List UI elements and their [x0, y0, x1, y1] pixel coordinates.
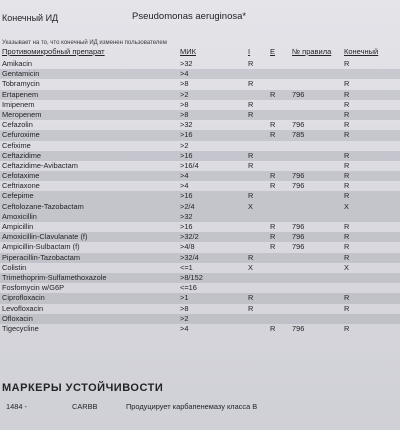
mic-value: <=16 — [180, 283, 197, 293]
final-result: R — [344, 120, 350, 130]
final-result: R — [344, 99, 350, 109]
final-result: R — [344, 89, 350, 99]
interpretation-e: R — [270, 120, 276, 130]
table-row — [0, 90, 400, 100]
rule-number: 796 — [292, 242, 305, 252]
rule-number: 796 — [292, 323, 305, 333]
drug-name: Ofloxacin — [2, 313, 33, 323]
table-row — [0, 161, 400, 171]
mic-value: >32 — [180, 120, 193, 130]
table-row — [0, 304, 400, 314]
final-result: R — [344, 323, 350, 333]
table-row — [0, 293, 400, 303]
table-row — [0, 314, 400, 324]
drug-name: Ceftazidime — [2, 150, 42, 160]
interpretation-i: X — [248, 262, 253, 272]
table-row — [0, 69, 400, 79]
mic-value: <=1 — [180, 262, 193, 272]
mic-value: >16 — [180, 130, 193, 140]
mic-value: >8 — [180, 109, 189, 119]
markers-title: МАРКЕРЫ УСТОЙЧИВОСТИ — [2, 382, 164, 394]
drug-name: Cefixime — [2, 140, 31, 150]
mic-value: >32 — [180, 211, 193, 221]
table-row — [0, 283, 400, 293]
table-row — [0, 253, 400, 263]
table-row — [0, 232, 400, 242]
table-row — [0, 59, 400, 69]
final-result: R — [344, 79, 350, 89]
user-changed-note: Указывает на то, что конечный ИД изменен пользователем — [2, 40, 167, 46]
table-row — [0, 324, 400, 334]
table-header — [0, 47, 400, 59]
interpretation-i: R — [248, 293, 254, 303]
table-row — [0, 263, 400, 273]
final-result: R — [344, 191, 350, 201]
mic-value: >4/8 — [180, 242, 195, 252]
table-row — [0, 181, 400, 191]
drug-name: Gentamicin — [2, 69, 40, 79]
final-result: R — [344, 59, 350, 68]
table-row — [0, 212, 400, 222]
table-row — [0, 141, 400, 151]
drug-name: Ceftolozane-Tazobactam — [2, 201, 84, 211]
mic-value: >2 — [180, 313, 189, 323]
final-id-header — [0, 10, 400, 24]
mic-value: >2 — [180, 89, 189, 99]
drug-name: Cefazolin — [2, 120, 33, 130]
mic-value: >16 — [180, 222, 193, 231]
mic-value: >8 — [180, 99, 189, 109]
rule-number: 785 — [292, 130, 305, 140]
drug-name: Ertapenem — [2, 89, 39, 99]
col-i: I — [248, 47, 251, 56]
rule-number: 796 — [292, 171, 305, 181]
interpretation-e: R — [270, 181, 276, 191]
rule-number: 796 — [292, 120, 305, 130]
table-row — [0, 100, 400, 110]
final-result: R — [344, 293, 350, 303]
col-drug: Противомикробный препарат — [2, 47, 105, 56]
mic-value: >32 — [180, 59, 193, 68]
interpretation-i: R — [248, 252, 254, 262]
marker-description: Продуцирует карбапенемазу класса B — [126, 402, 258, 411]
mic-value: >32/4 — [180, 252, 199, 262]
interpretation-e: R — [270, 130, 276, 140]
final-result: R — [344, 160, 350, 170]
mic-value: >4 — [180, 181, 189, 191]
organism-name: Pseudomonas aeruginosa* — [132, 11, 247, 22]
drug-name: Colistin — [2, 262, 27, 272]
interpretation-i: R — [248, 59, 254, 68]
mic-value: >4 — [180, 323, 189, 333]
mic-value: >4 — [180, 171, 189, 181]
drug-name: Ampicillin — [2, 222, 34, 231]
drug-name: Ceftazidime-Avibactam — [2, 160, 78, 170]
interpretation-e: R — [270, 171, 276, 181]
drug-name: Amikacin — [2, 59, 32, 68]
mic-value: >8/152 — [180, 272, 203, 282]
mic-value: >8 — [180, 79, 189, 89]
table-row — [0, 79, 400, 89]
col-e: E — [270, 47, 276, 56]
col-mic: МИК — [180, 47, 197, 56]
table-row — [0, 222, 400, 232]
table-row — [0, 171, 400, 181]
interpretation-e: R — [270, 89, 276, 99]
drug-name: Tobramycin — [2, 79, 40, 89]
mic-value: >1 — [180, 293, 189, 303]
interpretation-i: R — [248, 303, 254, 313]
interpretation-e: R — [270, 232, 276, 242]
rule-number: 796 — [292, 89, 305, 99]
table-row — [0, 151, 400, 161]
final-result: R — [344, 232, 350, 242]
marker-name: CARBB — [72, 402, 98, 411]
interpretation-i: X — [248, 201, 253, 211]
drug-name: Fosfomycin w/G6P — [2, 283, 65, 293]
final-result: R — [344, 130, 350, 140]
col-rule: № правила — [292, 47, 332, 56]
table-row — [0, 110, 400, 120]
interpretation-i: R — [248, 109, 254, 119]
rule-number: 796 — [292, 232, 305, 242]
final-result: X — [344, 262, 349, 272]
interpretation-e: R — [270, 222, 276, 231]
final-id-label: Конечный ИД — [2, 13, 59, 23]
table-row — [0, 120, 400, 130]
drug-name: Amoxicillin-Clavulanate (f) — [2, 232, 88, 242]
drug-name: Cefuroxime — [2, 130, 40, 140]
drug-name: Imipenem — [2, 99, 35, 109]
table-row — [0, 191, 400, 201]
interpretation-i: R — [248, 191, 254, 201]
marker-code: 1484 - — [6, 402, 27, 411]
interpretation-e: R — [270, 323, 276, 333]
mic-value: >2/4 — [180, 201, 195, 211]
interpretation-i: R — [248, 150, 254, 160]
mic-value: >32/2 — [180, 232, 199, 242]
interpretation-e: R — [270, 242, 276, 252]
drug-name: Meropenem — [2, 109, 42, 119]
interpretation-i: R — [248, 160, 254, 170]
drug-name: Piperacillin-Tazobactam — [2, 252, 81, 262]
rule-number: 796 — [292, 222, 305, 231]
drug-name: Ceftriaxone — [2, 181, 40, 191]
table-row — [0, 242, 400, 252]
mic-value: >16 — [180, 191, 193, 201]
drug-name: Amoxicillin — [2, 211, 37, 221]
drug-name: Trimethoprim-Sulfamethoxazole — [2, 272, 107, 282]
interpretation-i: R — [248, 79, 254, 89]
table-row — [0, 130, 400, 140]
final-result: R — [344, 252, 350, 262]
final-result: R — [344, 171, 350, 181]
drug-name: Levofloxacin — [2, 303, 44, 313]
table-row — [0, 202, 400, 212]
final-result: R — [344, 109, 350, 119]
drug-name: Ampicillin-Sulbactam (f) — [2, 242, 80, 252]
drug-name: Cefotaxime — [2, 171, 40, 181]
mic-value: >2 — [180, 140, 189, 150]
mic-value: >8 — [180, 303, 189, 313]
drug-name: Tigecycline — [2, 323, 39, 333]
final-result: R — [344, 150, 350, 160]
table-row — [0, 273, 400, 283]
final-result: R — [344, 222, 350, 231]
rule-number: 796 — [292, 181, 305, 191]
final-result: R — [344, 242, 350, 252]
drug-name: Cefepime — [2, 191, 34, 201]
interpretation-i: R — [248, 99, 254, 109]
final-result: R — [344, 181, 350, 191]
mic-value: >4 — [180, 69, 189, 79]
final-result: X — [344, 201, 349, 211]
drug-name: Ciprofloxacin — [2, 293, 45, 303]
final-result: R — [344, 303, 350, 313]
mic-value: >16 — [180, 150, 193, 160]
col-final: Конечный — [344, 47, 379, 56]
susceptibility-table — [0, 59, 400, 334]
mic-value: >16/4 — [180, 160, 199, 170]
